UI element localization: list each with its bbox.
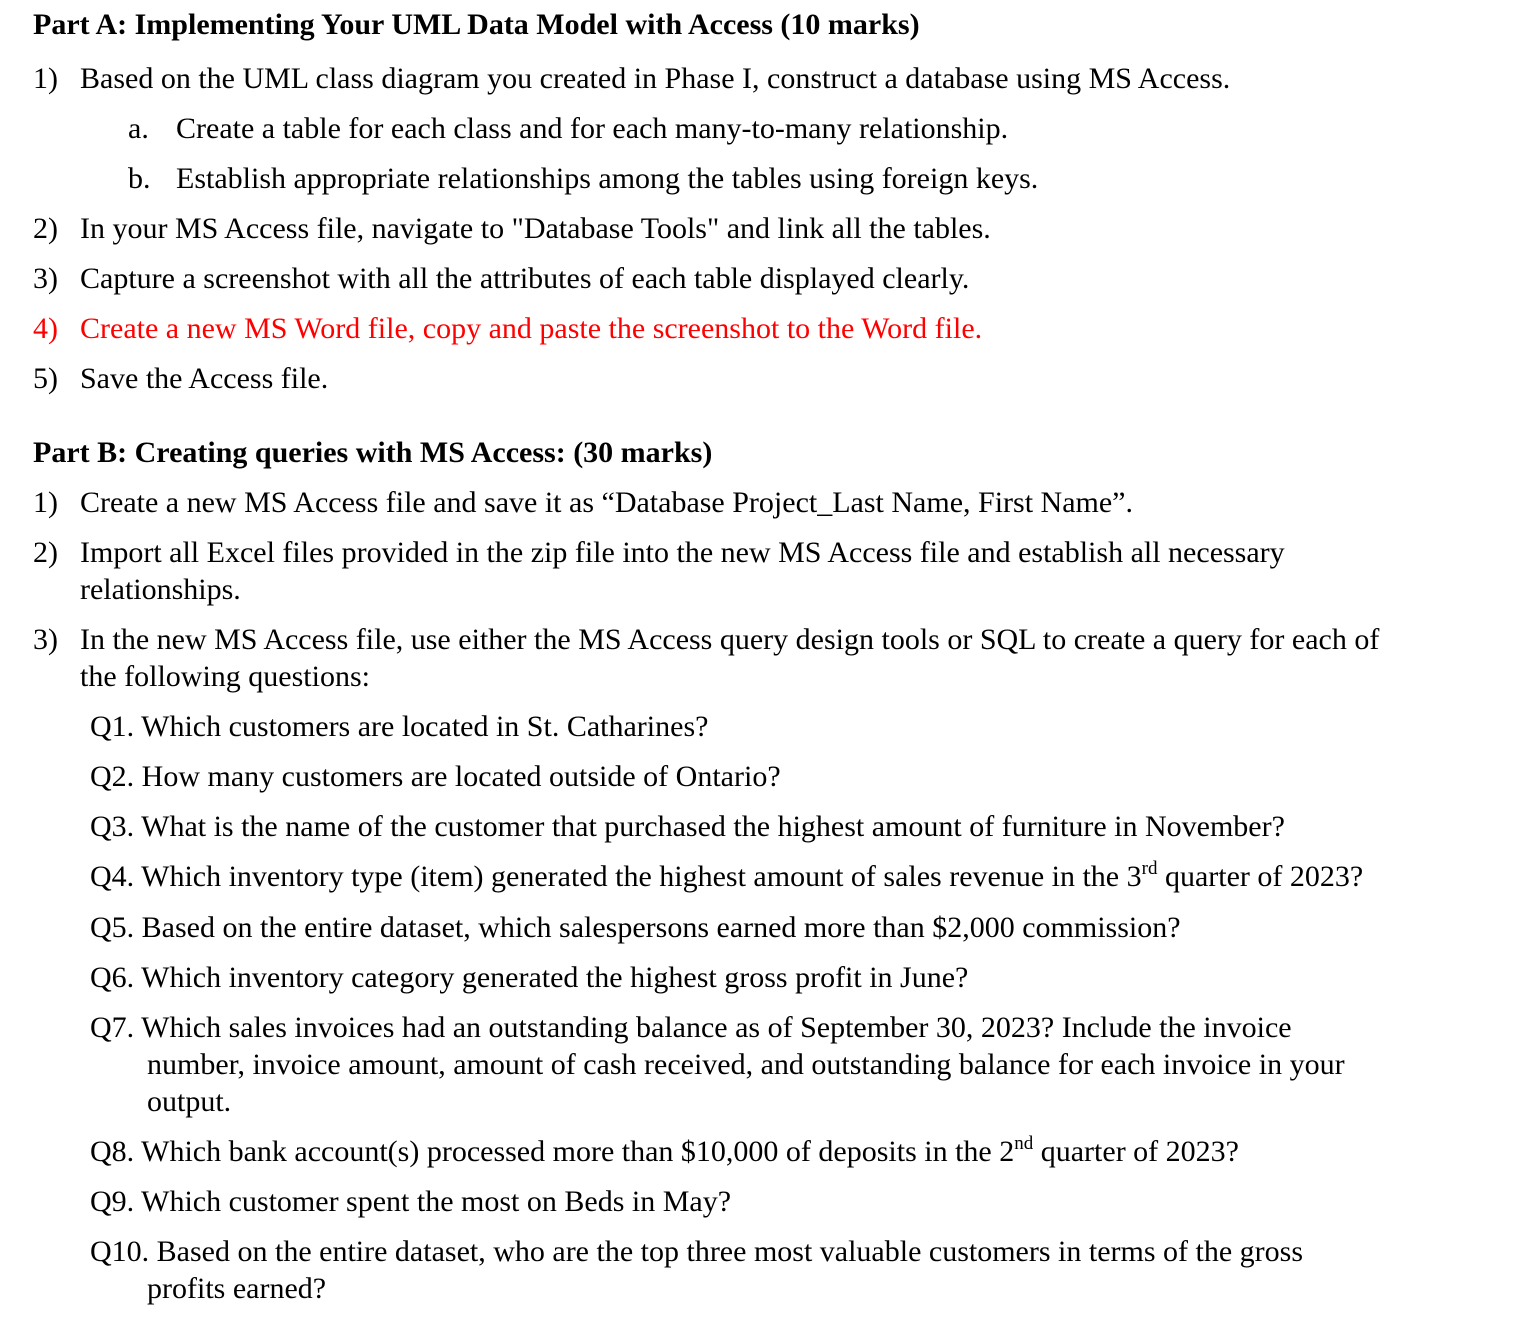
question-q4-superscript: rd — [1141, 858, 1158, 879]
question-q8-text-end: quarter of 2023? — [1033, 1135, 1239, 1168]
part-b-item-1-text: Create a new MS Access file and save it as “Database Project_Last Name, First Name”. — [80, 486, 1133, 519]
part-b-item-3-text-line1: In the new MS Access file, use either the MS Access query design tools or SQL to create a query for each of — [80, 623, 1380, 656]
part-a-item-2-text: In your MS Access file, navigate to "Database Tools" and link all the tables. — [80, 212, 991, 245]
question-q5: Q5. Based on the entire dataset, which salespersons earned more than $2,000 commission? — [90, 911, 1181, 944]
part-a-item-4-text: Create a new MS Word file, copy and paste the screenshot to the Word file. — [80, 312, 983, 345]
part-a-item-1-number: 1) — [33, 62, 58, 95]
part-a-item-1-text: Based on the UML class diagram you created in Phase I, construct a database using MS Access. — [80, 62, 1231, 95]
question-q6: Q6. Which inventory category generated the highest gross profit in June? — [90, 961, 969, 994]
question-q7-line3: output. — [147, 1085, 232, 1118]
question-q8-text: Q8. Which bank account(s) processed more than $10,000 of deposits in the 2 — [90, 1135, 1015, 1168]
part-b-item-1-number: 1) — [33, 486, 58, 519]
part-b-item-2-text-line1: Import all Excel files provided in the zip file into the new MS Access file and establish all necessary — [80, 536, 1285, 569]
question-q10-line2: profits earned? — [147, 1272, 327, 1305]
part-b-item-3-number: 3) — [33, 623, 58, 656]
part-a-item-2-number: 2) — [33, 212, 58, 245]
part-a-subitem-b-text: Establish appropriate relationships among the tables using foreign keys. — [176, 162, 1039, 195]
question-q7-line1: Q7. Which sales invoices had an outstanding balance as of September 30, 2023? Include the invoice — [90, 1011, 1292, 1044]
question-q10-line1: Q10. Based on the entire dataset, who are the top three most valuable customers in terms of the gross — [90, 1235, 1304, 1268]
part-a-subitem-a-text: Create a table for each class and for each many-to-many relationship. — [176, 112, 1009, 145]
question-q8-superscript: nd — [1014, 1133, 1034, 1154]
part-a-item-5-number: 5) — [33, 362, 58, 395]
part-a-item-4-number: 4) — [33, 312, 58, 345]
part-b-heading: Part B: Creating queries with MS Access: (30 marks) — [33, 436, 713, 469]
part-b-item-3-text-line2: the following questions: — [80, 660, 370, 693]
question-q4 — [90, 859, 1363, 895]
question-q1: Q1. Which customers are located in St. Catharines? — [90, 710, 709, 743]
part-b-item-2-number: 2) — [33, 536, 58, 569]
question-q3: Q3. What is the name of the customer that purchased the highest amount of furniture in November? — [90, 810, 1285, 843]
part-a-item-5-text: Save the Access file. — [80, 362, 329, 395]
question-q8 — [90, 1134, 1239, 1170]
question-q7-line2: number, invoice amount, amount of cash received, and outstanding balance for each invoice in your — [147, 1048, 1345, 1081]
question-q4-text-end: quarter of 2023? — [1157, 860, 1364, 893]
part-a-item-3-number: 3) — [33, 262, 58, 295]
part-a-item-3-text: Capture a screenshot with all the attributes of each table displayed clearly. — [80, 262, 970, 295]
question-q9: Q9. Which customer spent the most on Beds in May? — [90, 1185, 732, 1218]
part-b-item-2-text-line2: relationships. — [80, 573, 241, 606]
question-q2: Q2. How many customers are located outside of Ontario? — [90, 760, 781, 793]
part-a-subitem-b-letter: b. — [128, 162, 151, 195]
question-q4-text: Q4. Which inventory type (item) generated the highest amount of sales revenue in the 3 — [90, 860, 1142, 893]
part-a-heading: Part A: Implementing Your UML Data Model with Access (10 marks) — [33, 8, 920, 41]
part-a-subitem-a-letter: a. — [128, 112, 149, 145]
